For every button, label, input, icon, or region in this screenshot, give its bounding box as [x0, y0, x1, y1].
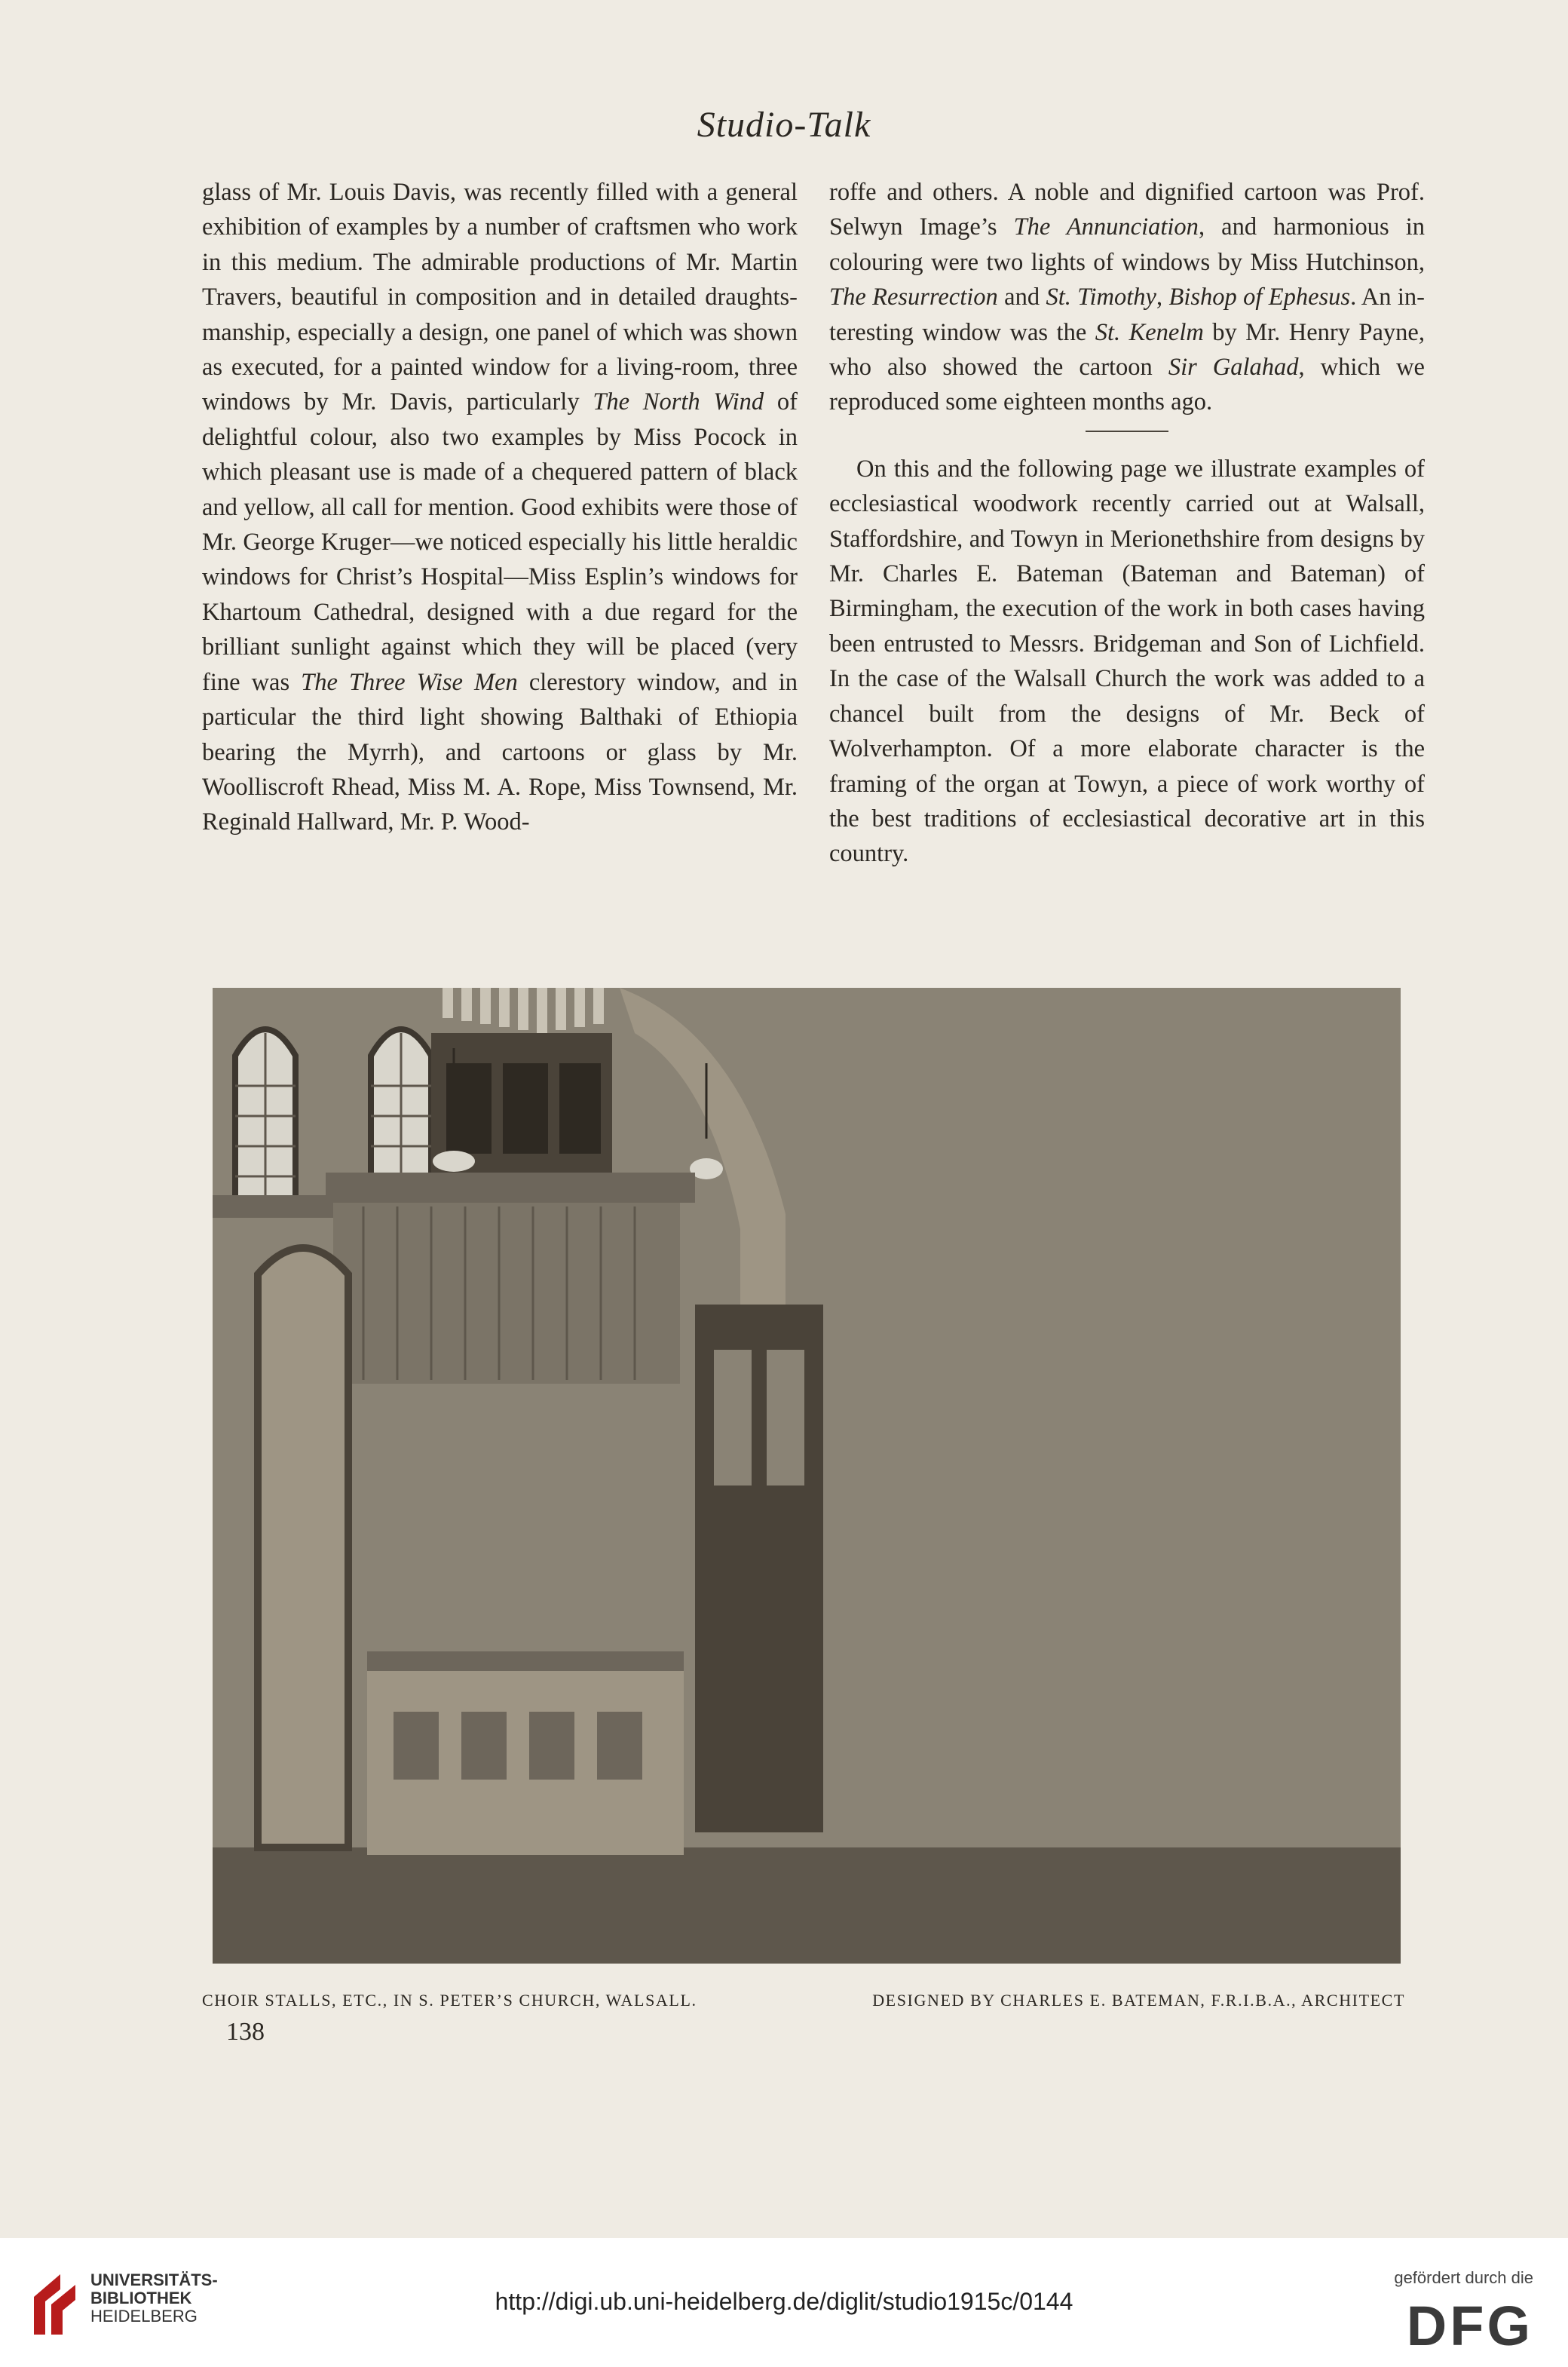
text-run: clerestory window, and in particular the third light showing Balthaki of Ethiopia bearing the Myrrh), and cartoons or glass by Mr. Woolliscroft Rhead, Miss M. A. Rope, Miss Townsend, Mr. Reginald Hallward, Mr. P. Wood-	[202, 668, 798, 836]
screen-opening	[714, 1350, 752, 1486]
organ-opening	[503, 1063, 548, 1154]
left-paragraph	[202, 175, 798, 840]
italic-title: The Annunciation	[1013, 213, 1199, 241]
text-run: and	[997, 284, 1046, 311]
italic-title: St. Timothy	[1046, 284, 1156, 311]
text-run: , which we reproduced some eighteen months ago.	[829, 354, 1425, 416]
digitisation-footer	[0, 2238, 1568, 2367]
italic-title: The North Wind	[593, 388, 764, 416]
plate-caption	[202, 1991, 1405, 2010]
italic-title: Sir Galahad	[1168, 354, 1299, 382]
page-number: 138	[226, 2018, 265, 2046]
text-run: glass of Mr. Louis Davis, was recently filled with a general exhibition of examples by a number of craftsmen who work in this medium. The admirable productions of Mr. Martin Travers, beautiful in composition and in detailed draughtsmanship, especially a design, one panel of which was shown as executed, for a painted window for a living-room, three windows by Mr. Davis, particularly	[202, 179, 798, 416]
wall-panelling	[333, 1203, 680, 1384]
choir-stall-rail	[367, 1651, 684, 1671]
right-paragraph-1	[829, 175, 1425, 420]
italic-title: Bishop of Ephesus	[1168, 284, 1351, 311]
library-name-line: BIBLIOTHEK	[90, 2289, 192, 2307]
text-run: of delightful colour, also two examples by Miss Pocock in which pleasant use is made of a chequered pattern of black and yellow, all call for mention. Good exhibits were those of Mr. George Kruger—we noticed especially his little heraldic windows for Christ’s Hospital—Miss Esplin’s windows for Khartoum Cathedral, designed with a due regard for the brilliant sunlight against which they will be placed (very fine was	[202, 388, 798, 696]
text-run: roffe and others. A noble and dignified cartoon was Prof. Selwyn Image’s	[829, 179, 1425, 241]
text-run: . An interesting window was the	[829, 284, 1425, 346]
funder-logo: DFG	[1406, 2295, 1533, 2357]
text-run: by Mr. Henry Payne, who also showed the cartoon	[829, 318, 1425, 382]
caption-subject: CHOIR STALLS, ETC., IN S. PETER’S CHURCH, WALSALL.	[202, 1991, 697, 2010]
library-name-line: HEIDELBERG	[90, 2307, 198, 2326]
photo-illustration	[213, 988, 1401, 1964]
library-name-line: UNIVERSITÄTS-	[90, 2270, 218, 2289]
italic-title: St. Kenelm	[1095, 318, 1204, 346]
hanging-lamp	[433, 1151, 475, 1172]
caption-credit: DESIGNED BY CHARLES E. BATEMAN, F.R.I.B.A., ARCHITECT	[872, 1991, 1405, 2010]
italic-title: The Three Wise Men	[301, 668, 518, 696]
screen-opening	[767, 1350, 804, 1486]
choir-stalls-photograph	[213, 988, 1401, 1964]
left-column	[202, 175, 798, 840]
text-run: , and harmonious in colouring were two lights of windows by Miss Hutchinson,	[829, 213, 1425, 276]
organ-opening	[559, 1063, 601, 1154]
right-paragraph-2: On this and the following page we illustrate examples of ecclesiastical woodwork recently carried out at Walsall, Staffordshire, and Towyn in Merionethshire from designs by Mr. Charles E. Bateman (Bateman and Bateman) of Birmingham, the execution of the work in both cases having been entrusted to Messrs. Bridgeman and Son of Lichfield. In the case of the Walsall Church the work was added to a chancel built from the designs of Mr. Beck of Wolverhampton. Of a more elaborate character is the framing of the organ at Towyn, a piece of work worthy of the best traditions of ecclesiastical decorative art in this country.	[829, 455, 1425, 868]
section-rule	[1086, 431, 1168, 432]
italic-title: The Resurrection	[829, 284, 998, 311]
floor	[213, 1847, 1401, 1964]
arched-door	[258, 1248, 348, 1847]
funder-note: gefördert durch die	[1394, 2268, 1533, 2287]
carved-cornice	[326, 1173, 695, 1203]
right-column	[829, 175, 1425, 872]
text-run: ,	[1156, 284, 1169, 311]
source-url-link[interactable]: http://digi.ub.uni-heidelberg.de/diglit/studio1915c/0144	[495, 2288, 1073, 2315]
running-head: Studio-Talk	[697, 105, 871, 145]
